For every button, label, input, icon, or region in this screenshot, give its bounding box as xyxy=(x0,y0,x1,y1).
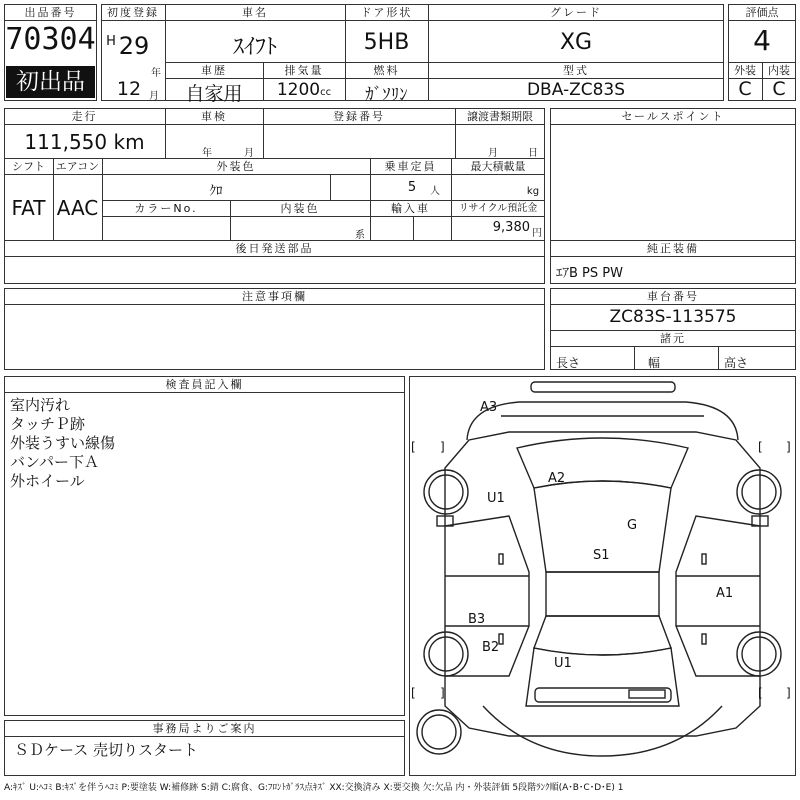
car-name: ｽｲﾌﾄ xyxy=(232,35,277,60)
sales-box xyxy=(550,108,796,284)
bracket: [ xyxy=(411,686,416,700)
equip-label: 純正装備 xyxy=(647,242,699,255)
interior-label: 内装色 xyxy=(280,202,320,215)
damage-mark: A2 xyxy=(548,471,566,486)
mileage: 111,550 km xyxy=(24,130,145,154)
dims-label: 諸元 xyxy=(660,332,686,345)
recycle: 9,380 xyxy=(492,220,530,235)
import-label: 輸入車 xyxy=(391,202,430,215)
year-unit: 年 xyxy=(151,68,161,79)
dim-height: 高さ xyxy=(724,356,749,370)
shift-label: シフト xyxy=(12,160,45,173)
bracket: [ xyxy=(758,440,763,454)
bracket: ] xyxy=(440,440,445,454)
shift: FAT xyxy=(11,196,46,220)
chassis-number: ZC83S-113575 xyxy=(609,307,737,327)
transfer-label: 譲渡書類期限 xyxy=(467,110,533,123)
capacity-label: 乗車定員 xyxy=(384,160,437,173)
damage-mark: U1 xyxy=(554,656,572,671)
car-diagram xyxy=(409,376,796,776)
score-label: 評価点 xyxy=(745,6,779,19)
first-listing-badge: 初出品 xyxy=(6,66,95,98)
lot-number: 70304 xyxy=(5,22,96,57)
recycle-unit: 円 xyxy=(532,228,542,239)
reg-label: 初度登録 xyxy=(107,6,159,19)
displacement-label: 排気量 xyxy=(284,64,324,77)
damage-mark: A3 xyxy=(480,400,498,415)
model-label: 型式 xyxy=(563,64,589,77)
equipment: ｴｱB PS PW xyxy=(556,266,623,281)
fuel-label: 燃料 xyxy=(373,64,400,77)
inspector-label: 検査員記入欄 xyxy=(165,378,244,391)
transfer-month: 月 xyxy=(488,148,498,159)
remark-line: 外装うすい線傷 xyxy=(10,434,116,452)
remark-line: 外ホイール xyxy=(10,472,85,490)
grade: XG xyxy=(559,30,593,55)
ac-label: エアコン xyxy=(55,160,100,173)
recycle-label: リサイクル預託金 xyxy=(458,203,538,214)
dim-width: 幅 xyxy=(648,356,661,370)
reg-year: 29 xyxy=(118,32,150,60)
int-label: 内装 xyxy=(768,64,790,77)
fuel: ｶﾞｿﾘﾝ xyxy=(365,85,408,105)
door: 5HB xyxy=(363,30,410,55)
inspection-label: 車検 xyxy=(201,110,227,123)
name-label: 車名 xyxy=(242,6,268,19)
ac: AAC xyxy=(56,196,99,220)
capacity-unit: 人 xyxy=(430,186,440,197)
bracket: [ xyxy=(758,686,763,700)
load-label: 最大積載量 xyxy=(470,160,526,173)
mileage-label: 走行 xyxy=(71,110,98,123)
color: ｸﾛ xyxy=(209,184,223,199)
colorno-label: カラーNo. xyxy=(134,202,198,215)
remark-line: バンパー下Ａ xyxy=(10,453,99,471)
damage-mark: B3 xyxy=(468,612,486,627)
history-label: 車歴 xyxy=(201,64,227,77)
capacity: 5 xyxy=(407,180,417,195)
notes-label: 注意事項欄 xyxy=(242,290,307,303)
dim-length: 長さ xyxy=(556,356,581,370)
bracket: ] xyxy=(786,686,791,700)
bracket: ] xyxy=(440,686,445,700)
remark-line: 室内汚れ xyxy=(10,396,71,414)
damage-mark: B2 xyxy=(482,640,500,655)
ext-grade: C xyxy=(738,78,752,100)
office-label: 事務局よりご案内 xyxy=(152,722,257,735)
damage-mark: S1 xyxy=(593,548,610,563)
door-label: ドア形状 xyxy=(360,6,413,19)
transfer-day: 日 xyxy=(528,148,538,159)
sales-label: セールスポイント xyxy=(621,110,725,123)
insp-year: 年 xyxy=(202,148,212,159)
chassis-label: 車台番号 xyxy=(647,290,699,303)
bracket: [ xyxy=(411,440,416,454)
grade-label: グレード xyxy=(550,6,602,19)
interior-unit: 系 xyxy=(355,230,365,241)
damage-mark: U1 xyxy=(487,491,505,506)
damage-mark: A1 xyxy=(716,586,734,601)
ext-label: 外装 xyxy=(734,64,756,77)
damage-mark: G xyxy=(627,518,638,533)
score: 4 xyxy=(753,24,771,57)
displacement: 1200cc xyxy=(276,80,332,100)
reg-month: 12 xyxy=(116,78,142,100)
model: DBA-ZC83S xyxy=(526,80,626,100)
int-grade: C xyxy=(772,78,786,100)
remark-line: タッチＰ跡 xyxy=(10,415,86,433)
insp-month: 月 xyxy=(244,148,254,159)
history: 自家用 xyxy=(185,83,243,105)
office-text: ＳＤケース 売切りスタート xyxy=(14,741,199,759)
inspector-remarks xyxy=(10,396,400,491)
era: H xyxy=(106,34,116,49)
legend: A:ｷｽﾞ U:ﾍｺﾐ B:ｷｽﾞを伴うﾍｺﾐ P:要塗装 W:補修跡 S:錆 C:腐食、G:ﾌﾛﾝﾄｶﾞﾗｽ点ｷｽﾞ XX:交換済み X:要交換 欠:欠品 内・外装評価 5段階ﾗﾝｸ順(A･B･C･D･E) 1 xyxy=(4,783,624,793)
later-parts-label: 後日発送部品 xyxy=(235,242,314,255)
color-label: 外装色 xyxy=(216,160,256,173)
regno-label: 登録番号 xyxy=(333,110,385,123)
load-unit: kg xyxy=(526,186,540,197)
bracket: ] xyxy=(786,440,791,454)
month-unit: 月 xyxy=(149,91,159,102)
lot-label: 出品番号 xyxy=(24,6,77,19)
